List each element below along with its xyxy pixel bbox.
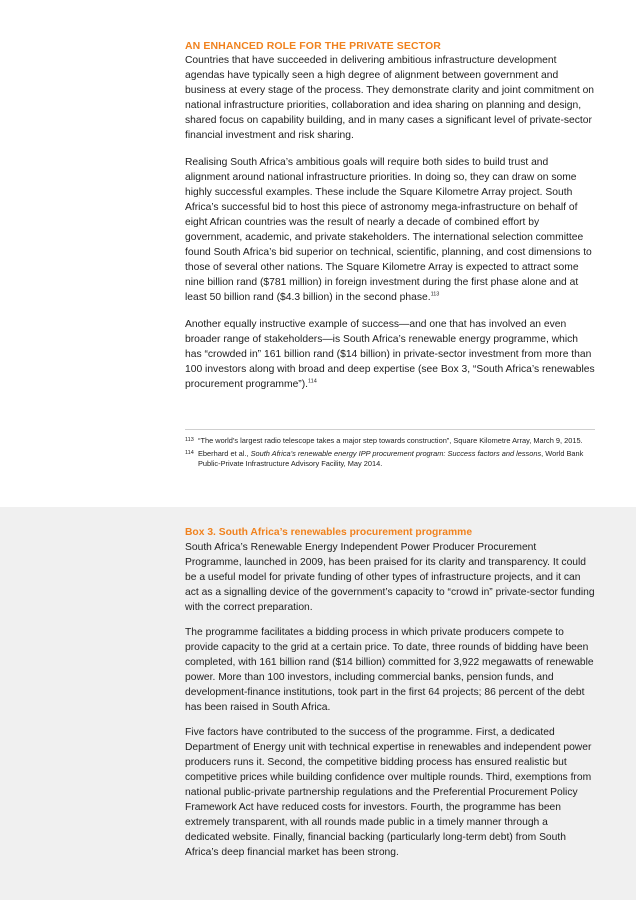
footnote-number: 114 (185, 449, 194, 456)
box-title: Box 3. South Africa’s renewables procurement programme (185, 527, 473, 538)
box-paragraph-1: South Africa’s Renewable Energy Independent Power Producer Procurement Programme, launched in 2009, has been praised for its clarity and transparency. It could be a useful model for private funding of other types of infrastructure projects, and it can act as a signalling device of the government’s capacity to “crowd in” private-sector funding with the correct preparation. (185, 542, 595, 613)
footnote-ref-114[interactable]: 114 (308, 378, 317, 385)
box-paragraph-2: The programme facilitates a bidding process in which private producers compete to provide capacity to the grid at a certain price. To date, three rounds of bidding have been completed, with 161 billion rand ($14 billion) committed for 3,922 megawatts of renewable power. More than 100 investors, including commercial banks, pension funds, and development-finance institutions, took part in the first 64 projects; 86 percent of the debt has been raised in South Africa. (185, 627, 594, 713)
paragraph-2: Realising South Africa’s ambitious goals will require both sides to build trust and alignment around national infrastructure priorities. In doing so, they can draw on some highly successful examples. These include the Square Kilometre Array project. South Africa’s successful bid to host this piece of astronomy mega-infrastructure on behalf of eight African countries was the result of nearly a decade of combined effort by government, academic, and private stakeholders. The international selection committee found South Africa’s bid superior on technical, scientific, planning, and cost dimensions to those of several other nations. The Square Kilometre Array is expected to attract some nine billion rand ($781 million) in foreign investment during the first phase alone and at least 50 billion rand ($4.3 billion) in the second phase.$^{113}$ (185, 157, 592, 303)
footnote-113 (185, 436, 595, 447)
paragraph-1: Countries that have succeeded in delivering ambitious infrastructure development agendas have typically seen a high degree of alignment between government and business at every stage of the process. They demonstrate clarity and joint commitment on national infrastructure priorities, collaboration and idea sharing on planning and design, shared focus on capability building, and in many cases a significant level of private-sector financial investment and risk sharing. (185, 55, 595, 141)
box-paragraph-3: Five factors have contributed to the success of the programme. First, a dedicated Department of Energy unit with technical expertise in renewables and independent power producers runs it. Second, the competitive bidding process has ensured realistic but competitive prices while building confidence over multiple rounds. Third, exemptions from national public-private partnership regulations and the Preferential Procurement Policy Framework Act have reduced costs for investors. Fourth, the programme has been extremely transparent, with all rounds made public in a timely manner through a dedicated website. Finally, financial backing (particularly long-term debt) from South Africa’s deep financial market has been strong. (185, 727, 592, 858)
main-section (185, 40, 595, 392)
footnote-ref-113[interactable]: 113 (430, 291, 440, 298)
paragraph-3: Another equally instructive example of success—and one that has involved an even broader range of stakeholders—is South Africa’s renewable energy programme, which has “crowded in” 161 billion rand ($14 billion) in private-sector investment from more than 100 investors along with broad and deep expertise (see Box 3, “South Africa’s renewables procurement programme”).$^{114}$ (185, 319, 595, 390)
footnote-number: 113 (185, 437, 194, 443)
box-content (185, 527, 595, 860)
footnote-114 (185, 449, 595, 470)
footnote-text: “The world’s largest radio telescope takes a major step towards construction”, Square Kilometre Array, March 9, 2015. (198, 436, 583, 445)
footnote-title: South Africa’s renewable energy IPP procurement program: Success factors and lessons (250, 448, 542, 458)
footnotes (185, 429, 595, 472)
footnote-text: Eberhard et al., South Africa’s renewable energy IPP procurement program: Success factors and lessons, World Bank Public-Private Infrastructure Advisory Facility, May 2014. (198, 448, 584, 468)
box-3 (0, 507, 636, 900)
section-heading: AN ENHANCED ROLE FOR THE PRIVATE SECTOR (185, 40, 441, 52)
